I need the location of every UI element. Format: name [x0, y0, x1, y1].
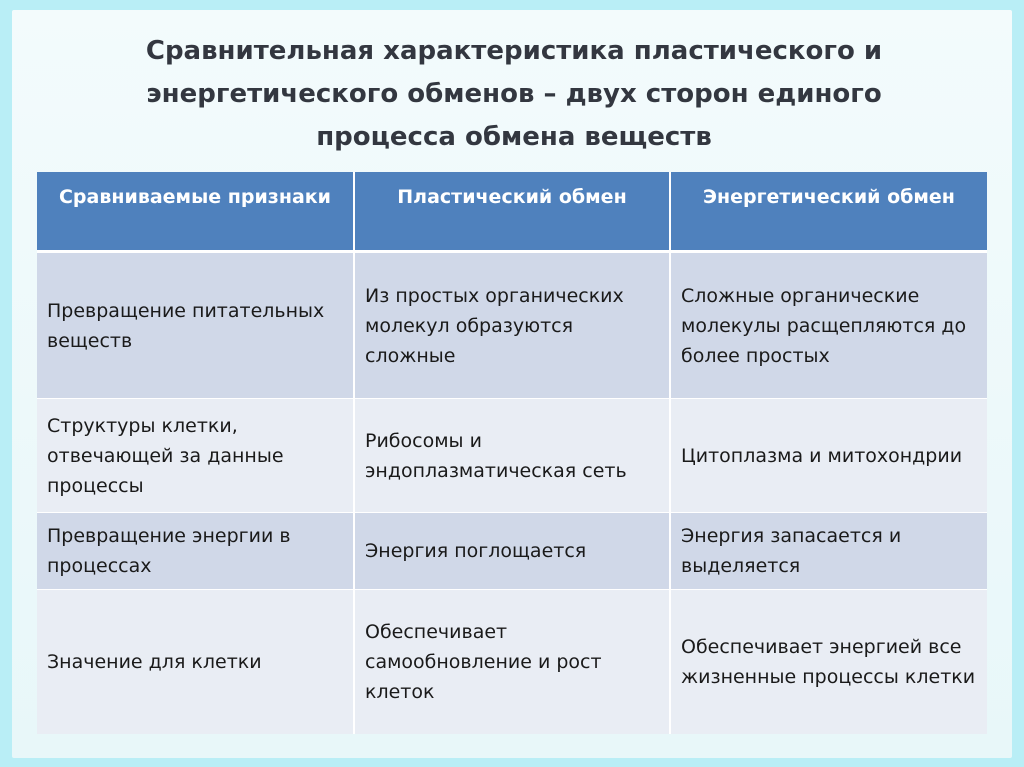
table-cell: Из простых органических молекул образуются сложные: [354, 252, 670, 399]
slide-title: [20, 30, 1008, 159]
table-cell: Энергия поглощается: [354, 513, 670, 590]
table-cell: Обеспечивает самообновление и рост клеток: [354, 590, 670, 735]
table-cell: Структуры клетки, отвечающей за данные процессы: [37, 399, 354, 513]
table-row: [37, 513, 987, 590]
title-line-3: процесса обмена веществ: [316, 122, 712, 152]
title-line-1: Сравнительная характеристика пластического и: [145, 36, 883, 66]
title-line-2: энергетического обменов – двух сторон единого: [146, 79, 882, 109]
table-cell: Сложные органические молекулы расщепляются до более простых: [670, 252, 987, 399]
comparison-table: [37, 172, 987, 734]
header-energy: Энергетический обмен: [670, 172, 987, 252]
table-cell: Превращение энергии в процессах: [37, 513, 354, 590]
table-cell: Энергия запасается и выделяется: [670, 513, 987, 590]
table-header-row: [37, 172, 987, 252]
table-cell: Рибосомы и эндоплазматическая сеть: [354, 399, 670, 513]
table-cell: Обеспечивает энергией все жизненные процессы клетки: [670, 590, 987, 735]
table-cell: Значение для клетки: [37, 590, 354, 735]
table-row: [37, 590, 987, 735]
header-plastic: Пластический обмен: [354, 172, 670, 252]
table-row: [37, 399, 987, 513]
header-features: Сравниваемые признаки: [37, 172, 354, 252]
table-cell: Цитоплазма и митохондрии: [670, 399, 987, 513]
table-row: [37, 252, 987, 399]
table-cell: Превращение питательных веществ: [37, 252, 354, 399]
